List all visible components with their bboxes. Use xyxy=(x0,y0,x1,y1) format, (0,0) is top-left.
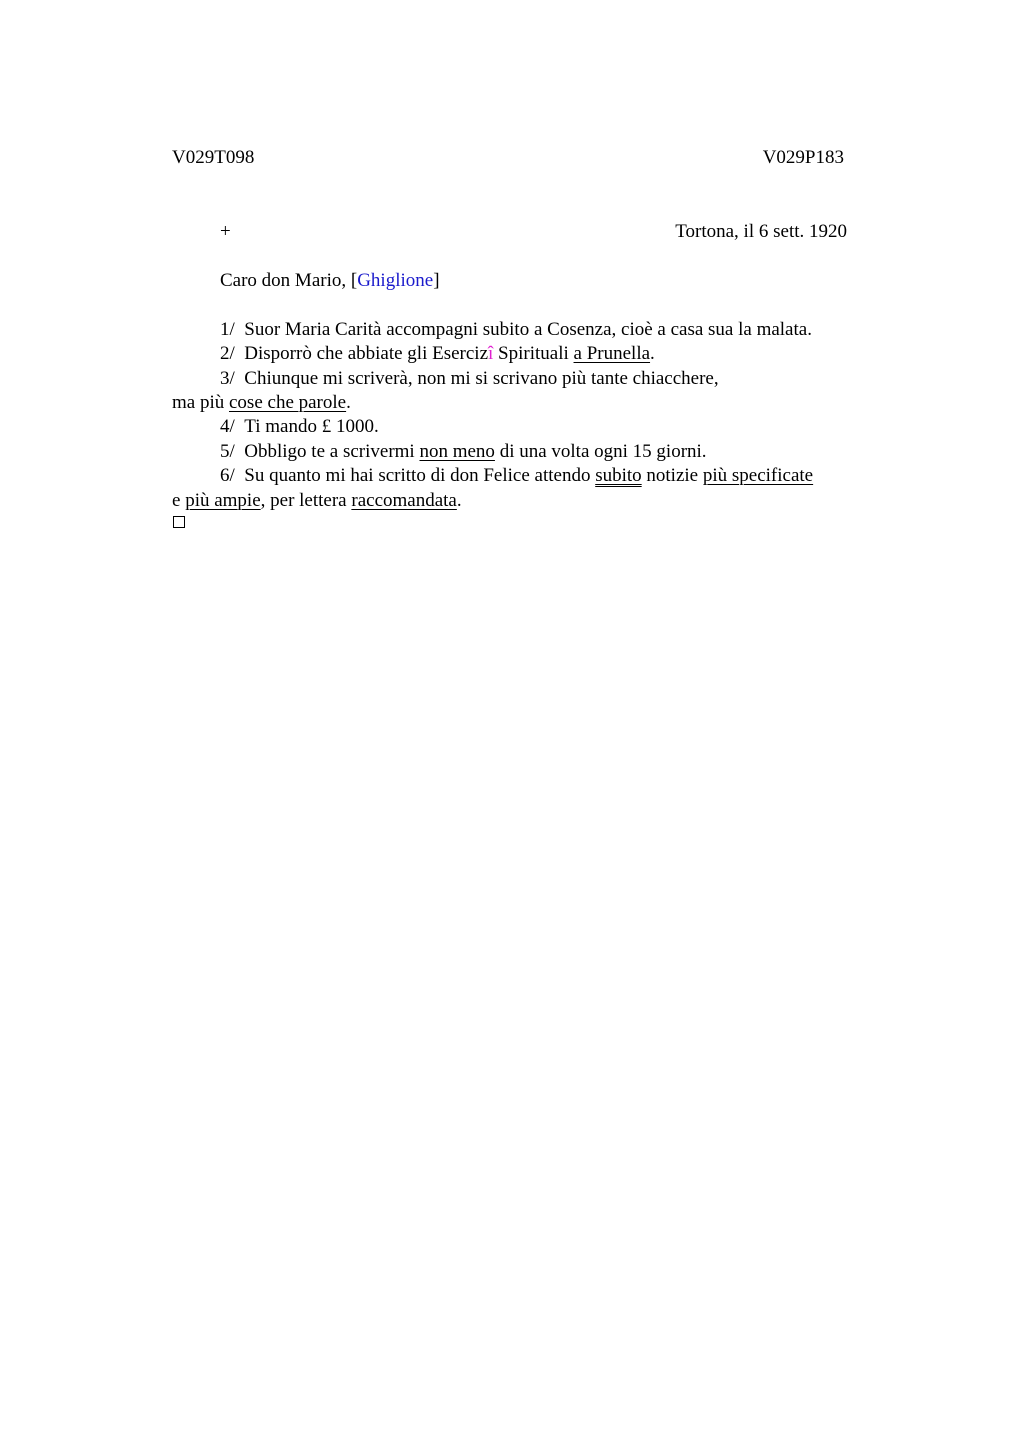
item-2 xyxy=(220,342,655,366)
item-text: e xyxy=(172,490,186,511)
item-text-end: . xyxy=(650,343,655,364)
underlined-phrase: più ampie xyxy=(185,490,261,511)
header-left-code: V029T098 xyxy=(172,147,255,168)
item-text: ma più xyxy=(172,392,229,413)
item-text: Chiunque mi scriverà, non mi si scrivano più tante chiacchere, xyxy=(244,368,719,389)
salutation-close: ] xyxy=(433,270,440,291)
item-4 xyxy=(220,415,379,439)
underlined-phrase: non meno xyxy=(419,441,495,462)
item-text: Suor Maria Carità accompagni subito a Cosenza, cioè a casa sua la malata. xyxy=(244,319,812,340)
header-right-code: V029P183 xyxy=(762,147,844,168)
underlined-phrase: più specificate xyxy=(702,465,814,486)
underlined-word: raccomandata xyxy=(351,490,457,511)
cross-mark: + xyxy=(220,221,231,242)
item-text-end: di una volta ogni 15 giorni. xyxy=(494,441,707,462)
item-text-mid: notizie xyxy=(641,465,703,486)
item-5 xyxy=(220,440,707,464)
item-number: 1/ xyxy=(220,319,235,340)
item-text: Su quanto mi hai scritto di don Felice attendo xyxy=(244,465,596,486)
item-number: 6/ xyxy=(220,465,235,486)
item-text: Obbligo te a scrivermi xyxy=(244,441,420,462)
item-number: 2/ xyxy=(220,343,235,364)
item-number: 5/ xyxy=(220,441,235,462)
double-underlined-word: subito xyxy=(595,465,642,486)
underlined-place: a Prunella xyxy=(573,343,651,364)
item-6 xyxy=(220,464,813,488)
accented-letter: î xyxy=(488,343,494,364)
item-number: 4/ xyxy=(220,416,235,437)
item-text-mid: Spirituali xyxy=(493,343,574,364)
underlined-phrase: cose che parole xyxy=(229,392,347,413)
item-text: Disporrò che abbiate gli Esercizî xyxy=(244,343,494,364)
item-text-mid: , per lettera xyxy=(260,490,352,511)
salutation-text: Caro don Mario, [ xyxy=(220,270,358,291)
item-3 xyxy=(220,367,719,391)
item-number: 3/ xyxy=(220,368,235,389)
item-text-end: . xyxy=(346,392,351,413)
item-text-end: . xyxy=(456,490,462,511)
item-6-continuation xyxy=(172,489,462,513)
salutation-name: Ghiglione xyxy=(357,270,434,291)
place-date: Tortona, il 6 sett. 1920 xyxy=(675,221,847,242)
item-3-continuation xyxy=(172,391,351,415)
end-square-icon xyxy=(173,516,185,528)
item-text: Ti mando £ 1000. xyxy=(244,416,379,437)
item-1 xyxy=(220,318,812,342)
salutation xyxy=(220,269,440,293)
